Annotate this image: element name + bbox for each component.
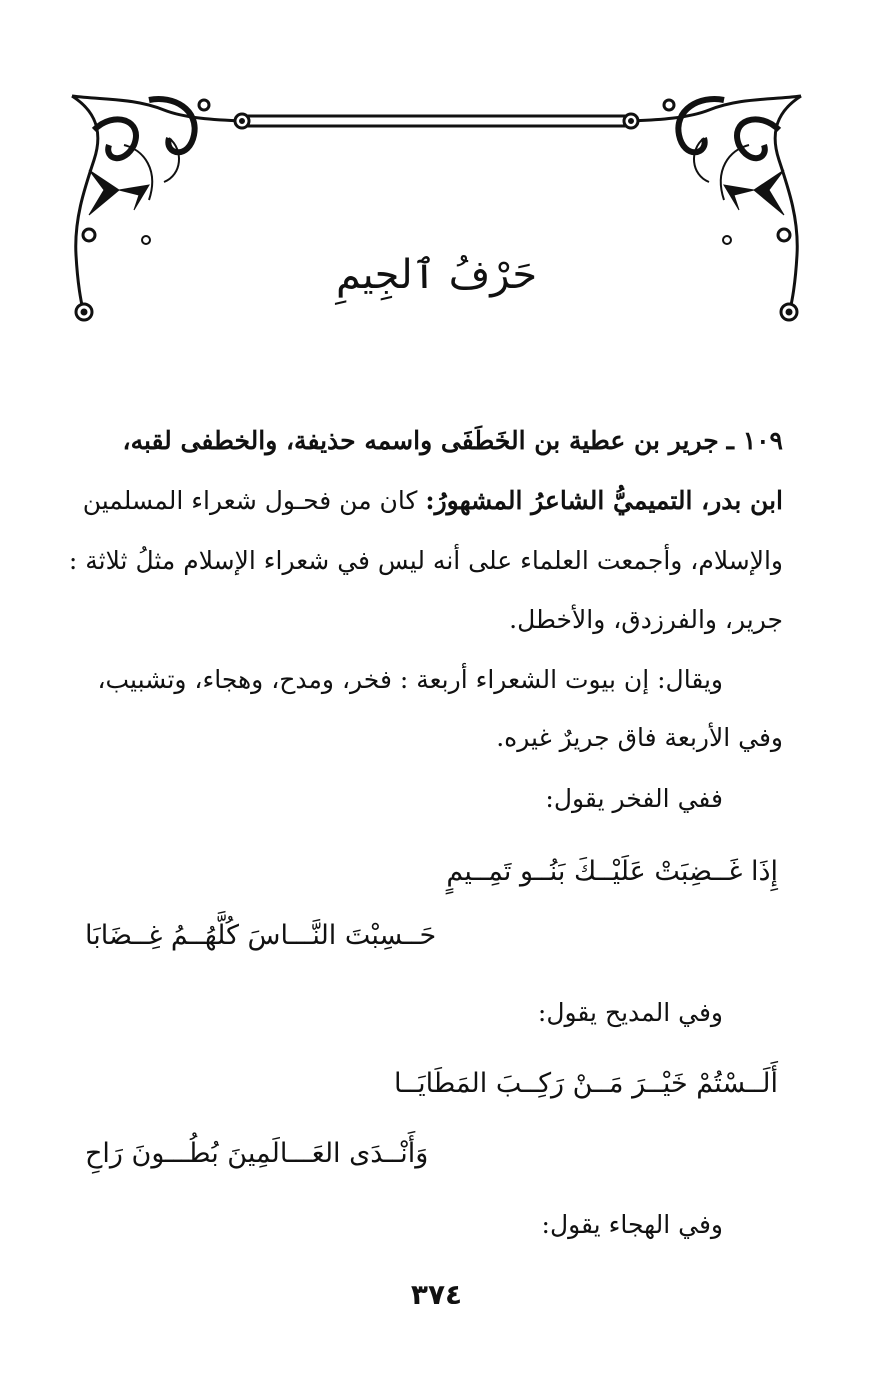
entry-line-2 (73, 488, 783, 513)
fakhr-verse-1: إِذَا غَــضِبَتْ عَلَيْــكَ بَنُــو تَمِــيمٍ (446, 856, 778, 887)
madih-verse-1: أَلَــسْتُمْ خَيْــرَ مَــنْ رَكِــبَ المَطَايَــا (394, 1068, 778, 1099)
paragraph-2-line-1: ويقال: إن بيوت الشعراء أربعة : فخر، ومدح، وهجاء، وتشبيب، (97, 665, 723, 694)
entry-number: ١٠٩ ـ (726, 426, 783, 455)
hija-intro: وفي الهجاء يقول: (541, 1210, 723, 1239)
madih-intro: وفي المديح يقول: (537, 998, 723, 1027)
chapter-title: حَرْفُ ٱلجِيمِ (335, 252, 538, 298)
fakhr-intro: ففي الفخر يقول: (545, 784, 723, 813)
page-number: ٣٧٤ (410, 1278, 463, 1311)
entry-line-4: جرير، والفرزدق، والأخطل. (509, 605, 783, 634)
entry-line-3: والإسلام، وأجمعت العلماء على أنه ليس في شعراء الإسلام مثلُ ثلاثة : (68, 546, 783, 575)
entry-name: جرير بن عطية بن الخَطَفَى واسمه حذيفة، والخطفى لقبه، (122, 426, 719, 455)
entry-heading-line (73, 428, 783, 453)
fakhr-verse-2: حَــسِبْتَ النَّـــاسَ كُلَّهُــمُ غِــضَابَا (85, 920, 437, 951)
entry-line-2-rest: كان من فحـول شعراء المسلمين (82, 486, 418, 515)
madih-verse-2: وَأَنْــدَى العَـــالَمِينَ بُطُـــونَ رَاحِ (85, 1138, 429, 1169)
entry-line-2-bold: ابن بدر، التميميُّ الشاعرُ المشهورُ: (425, 486, 783, 515)
paragraph-2-line-2: وفي الأربعة فاق جريرٌ غيره. (496, 723, 783, 752)
